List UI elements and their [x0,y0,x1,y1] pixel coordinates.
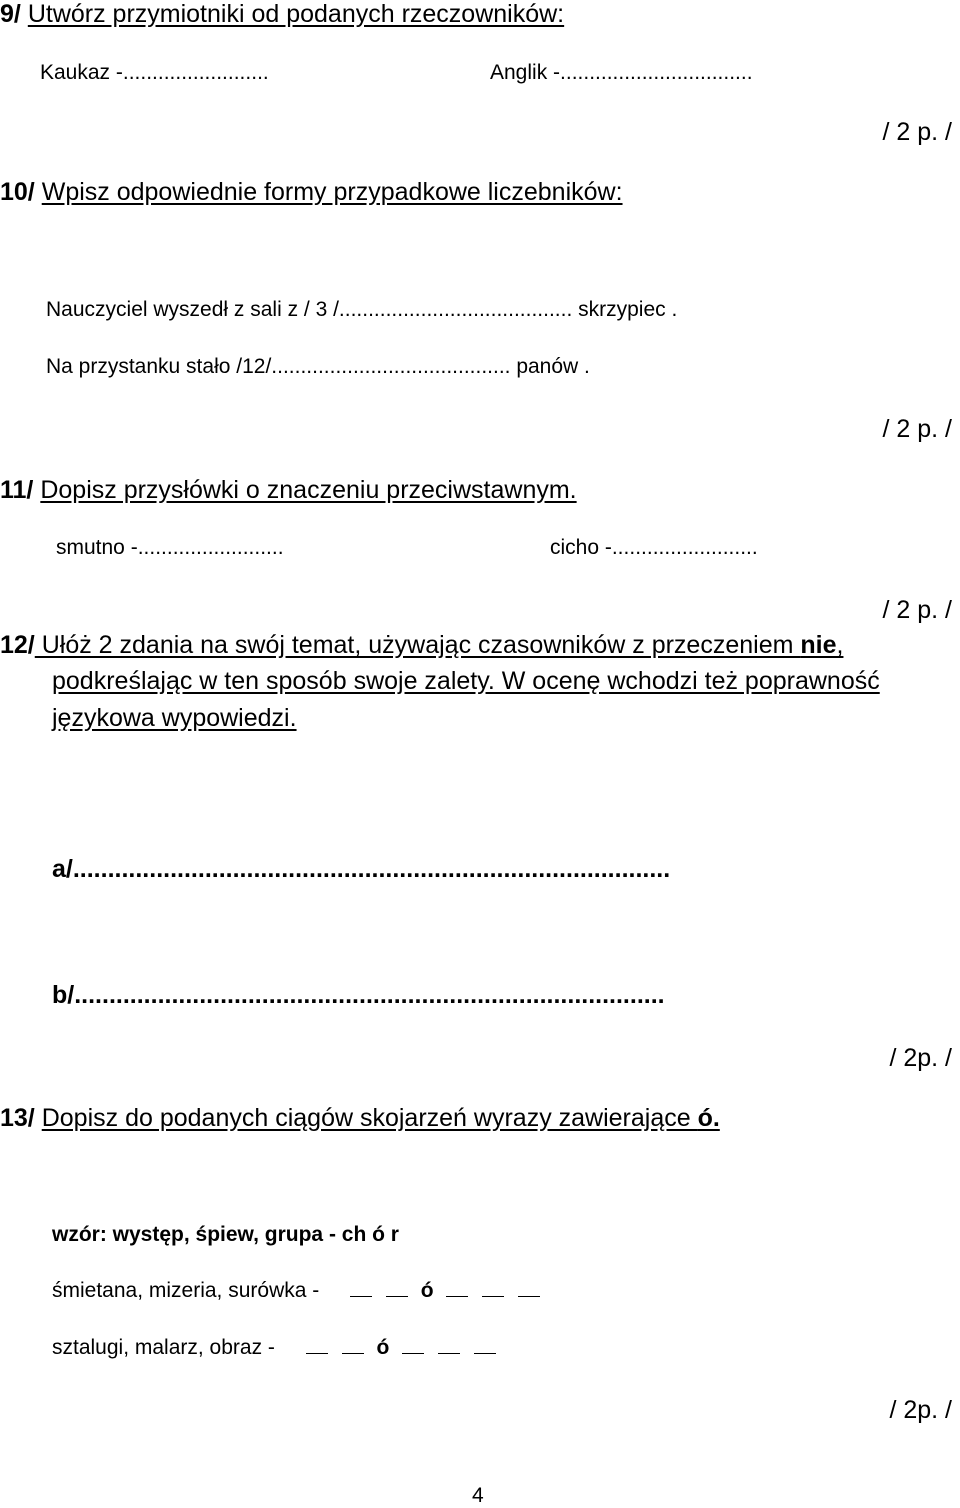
task13-row2-letter: ó [376,1336,390,1359]
task12-answer-b: b/..................................................................................... [52,981,665,1009]
task11-points: / 2 p. / [882,596,952,624]
letter-blank[interactable] [446,1295,468,1297]
task13-row1-label: śmietana, mizeria, surówka - [52,1279,320,1302]
task9-item-kaukaz: Kaukaz -......................... [40,61,269,84]
task10-instruction: Wpisz odpowiednie formy przypadkowe liczebników: [41,178,623,206]
task12-number: 12/ [0,631,35,659]
letter-blank[interactable] [474,1352,496,1354]
task13-row2-label: sztalugi, malarz, obraz - [52,1336,275,1359]
task13-number: 13/ [0,1104,35,1132]
task13-row1-letter: ó [420,1279,434,1302]
letter-blank[interactable] [438,1352,460,1354]
task13-instruction-o: ó. [697,1104,720,1132]
letter-blank[interactable] [350,1295,372,1297]
task12-instruction-line3: językowa wypowiedzi. [52,704,297,732]
task10-line-panow: Na przystanku stało /12/......................................... panów . [46,355,590,378]
task11-heading [0,476,577,505]
task12-heading-line1 [0,631,843,660]
letter-blank[interactable] [386,1295,408,1297]
task9-instruction: Utwórz przymiotniki od podanych rzeczowników: [27,0,565,28]
task13-points: / 2p. / [889,1396,952,1424]
task9-number: 9/ [0,0,21,28]
task12-points: / 2p. / [889,1044,952,1072]
task12-instruction-nie: nie [800,631,837,659]
letter-blank[interactable] [306,1352,328,1354]
task11-instruction: Dopisz przysłówki o znaczeniu przeciwstawnym. [40,476,577,504]
task12-instruction-line2: podkreślając w ten sposób swoje zalety. W ocenę wchodzi też poprawność [52,667,880,695]
task10-line-skrzypiec: Nauczyciel wyszedł z sali z / 3 /........................................ skrzypiec . [46,298,678,321]
task10-number: 10/ [0,178,35,206]
task13-row-sztalugi [52,1336,503,1360]
letter-blank[interactable] [518,1295,540,1297]
letter-blank[interactable] [402,1352,424,1354]
task13-instruction: Dopisz do podanych ciągów skojarzeń wyrazy zawierające [41,1104,698,1132]
task11-item-smutno: smutno -......................... [56,536,284,559]
letter-blank[interactable] [482,1295,504,1297]
task11-number: 11/ [0,476,34,504]
task13-heading [0,1104,720,1133]
task10-heading [0,178,623,207]
task9-points: / 2 p. / [882,118,952,146]
task12-answer-a: a/...................................................................................... [52,855,671,883]
task13-example: wzór: występ, śpiew, grupa - ch ó r [52,1223,399,1246]
task9-heading [0,0,564,29]
page-number: 4 [472,1484,484,1507]
task9-item-anglik: Anglik -................................. [490,61,753,84]
task10-points: / 2 p. / [882,415,952,443]
task12-instruction-part1: Ułóż 2 zdania na swój temat, używając czasowników z przeczeniem [34,631,801,659]
task12-instruction-comma: , [836,631,844,659]
letter-blank[interactable] [342,1352,364,1354]
task11-item-cicho: cicho -......................... [550,536,758,559]
task13-row-smietana [52,1279,547,1303]
